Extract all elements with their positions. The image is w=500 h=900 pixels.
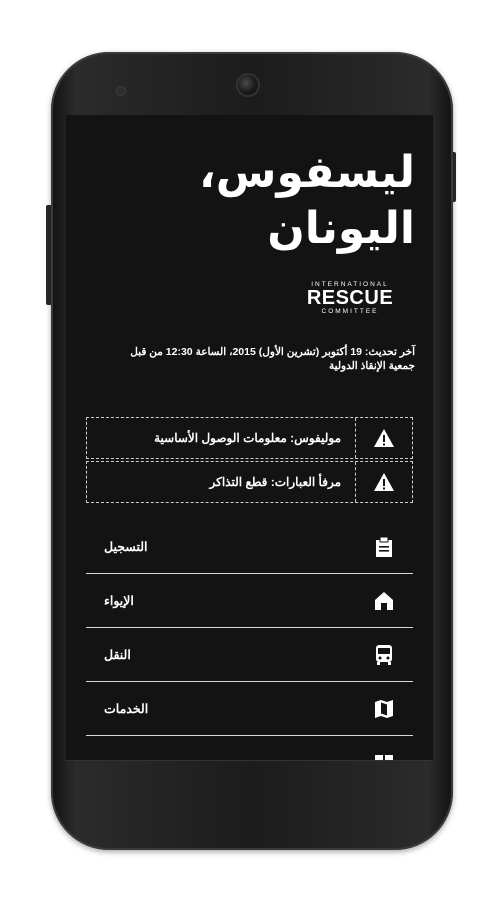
- menu-item-services[interactable]: [86, 682, 413, 736]
- alerts-list: [86, 417, 413, 505]
- menu-item-transport[interactable]: [86, 628, 413, 682]
- last-updated-line2: جمعية الإنقاذ الدولية: [329, 360, 415, 372]
- menu-item-label: النقل: [104, 648, 131, 662]
- logo-top-text: INTERNATIONAL: [311, 281, 389, 288]
- menu-item-label: الإيواء: [104, 594, 134, 608]
- alert-label: موليفوس: معلومات الوصول الأساسية: [154, 431, 341, 445]
- page-title-line1: ليسفوس،: [199, 147, 415, 198]
- page-title: [85, 145, 415, 257]
- last-updated-line1: آخر تحديث: 19 أكتوبر (تشرين الأول) 2015، الساعة 12:30 من قبل: [130, 346, 415, 358]
- alert-item-ferry-port[interactable]: [86, 461, 413, 503]
- home-icon: [373, 590, 395, 612]
- logo-main-text: RESCUE: [306, 287, 394, 309]
- irc-logo: [304, 281, 396, 316]
- menu-item-registration[interactable]: [86, 520, 413, 574]
- menu-item-partial[interactable]: [86, 736, 413, 760]
- front-camera-icon: [238, 75, 258, 95]
- menu-item-label: الخدمات: [104, 702, 149, 716]
- menu-list: [86, 520, 413, 760]
- clipboard-icon: [373, 536, 395, 558]
- map-icon: [373, 698, 395, 720]
- speaker-icon: [116, 86, 126, 96]
- screen-edge: [66, 760, 433, 761]
- warning-icon: [355, 418, 412, 458]
- page-title-line2: اليونان: [267, 203, 415, 254]
- alert-label: مرفأ العبارات: قطع التذاكر: [209, 475, 341, 489]
- bus-icon: [373, 644, 395, 666]
- menu-item-shelter[interactable]: [86, 574, 413, 628]
- last-updated-text: [75, 345, 415, 373]
- app-screen: [66, 115, 433, 760]
- alert-item-moliyvos[interactable]: [86, 417, 413, 459]
- warning-icon: [355, 462, 412, 502]
- logo-bottom-text: COMMITTEE: [321, 308, 379, 315]
- book-icon: [373, 752, 395, 760]
- menu-item-label: التسجيل: [104, 540, 148, 554]
